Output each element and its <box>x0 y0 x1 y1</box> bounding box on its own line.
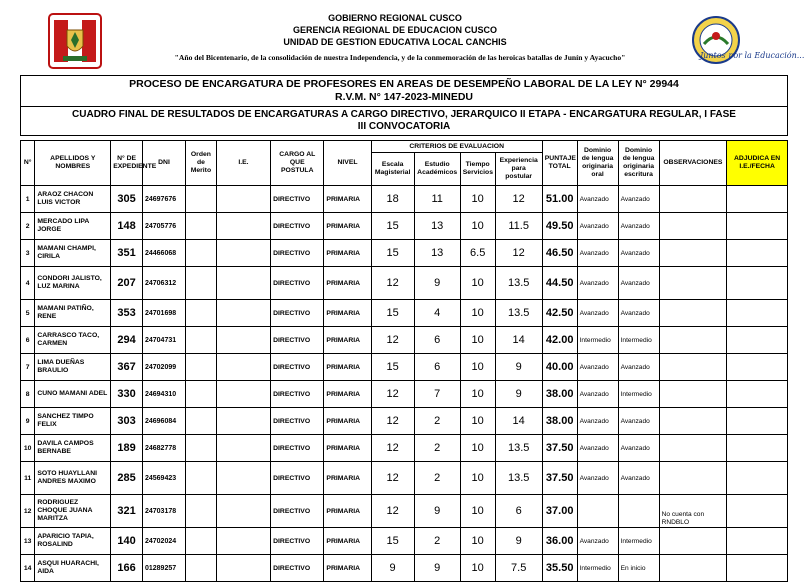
cell-exp: 367 <box>111 354 143 381</box>
cell-obs <box>659 555 727 582</box>
cell-oral: Avanzado <box>577 186 618 213</box>
cell-name: CONDORI JALISTO, LUZ MARINA <box>35 267 111 300</box>
cell-tiempo: 10 <box>460 267 495 300</box>
cell-total: 42.50 <box>542 300 577 327</box>
cell-oral: Avanzado <box>577 435 618 462</box>
cell-exp: 285 <box>111 462 143 495</box>
col-header-criterios: CRITERIOS DE EVALUACION <box>371 141 542 153</box>
cell-dni: 24696084 <box>142 408 185 435</box>
cell-exp-post: 6 <box>495 495 542 528</box>
cell-oral: Avanzado <box>577 240 618 267</box>
col-header-tiempo: Tiempo Servicios <box>460 153 495 186</box>
cell-name: RODRIGUEZ CHOQUE JUANA MARITZA <box>35 495 111 528</box>
cell-name: ASQUI HUARACHI, AIDA <box>35 555 111 582</box>
cell-escrita: Avanzado <box>618 300 659 327</box>
cell-orden <box>186 555 217 582</box>
cell-dni: 24701698 <box>142 300 185 327</box>
process-title-line-2: R.V.M. N° 147-2023-MINEDU <box>334 91 474 103</box>
cell-ie <box>216 240 270 267</box>
cell-estudio: 13 <box>414 213 460 240</box>
cell-nivel: PRIMARIA <box>324 528 371 555</box>
cell-obs <box>659 435 727 462</box>
col-header-n: N° <box>21 141 35 186</box>
cell-estudio: 13 <box>414 240 460 267</box>
process-title-line-1: PROCESO DE ENCARGATURA DE PROFESORES EN AREAS DE DESEMPEÑO LABORAL DE LA LEY N° 29944 <box>129 78 679 90</box>
cell-estudio: 7 <box>414 381 460 408</box>
cell-total: 42.00 <box>542 327 577 354</box>
col-header-observaciones: OBSERVACIONES <box>659 141 727 186</box>
cell-exp-post: 9 <box>495 381 542 408</box>
col-header-orden: Orden de Merito <box>186 141 217 186</box>
process-title <box>21 76 788 107</box>
cell-cargo: DIRECTIVO <box>271 186 324 213</box>
cell-obs <box>659 528 727 555</box>
table-row <box>21 327 788 354</box>
col-header-escala: Escala Magisterial <box>371 153 414 186</box>
results-title-line-2: III CONVOCATORIA <box>357 121 451 132</box>
cell-n: 10 <box>21 435 35 462</box>
cell-adj <box>727 555 788 582</box>
right-motto: Juntos por la Educación... <box>700 51 804 60</box>
cell-escala: 12 <box>371 462 414 495</box>
cell-n: 3 <box>21 240 35 267</box>
cell-tiempo: 10 <box>460 528 495 555</box>
cell-cargo: DIRECTIVO <box>271 555 324 582</box>
cell-estudio: 2 <box>414 408 460 435</box>
cell-orden <box>186 381 217 408</box>
cell-escala: 12 <box>371 327 414 354</box>
cell-nivel: PRIMARIA <box>324 300 371 327</box>
cell-n: 5 <box>21 300 35 327</box>
table-row <box>21 354 788 381</box>
cell-escrita: Avanzado <box>618 408 659 435</box>
cell-nivel: PRIMARIA <box>324 186 371 213</box>
cell-dni: 24702024 <box>142 528 185 555</box>
cell-oral: Avanzado <box>577 381 618 408</box>
cell-obs <box>659 462 727 495</box>
cell-adj <box>727 240 788 267</box>
cell-orden <box>186 495 217 528</box>
cell-n: 1 <box>21 186 35 213</box>
cell-tiempo: 10 <box>460 300 495 327</box>
cell-exp-post: 12 <box>495 240 542 267</box>
cell-escrita: Avanzado <box>618 186 659 213</box>
cell-n: 7 <box>21 354 35 381</box>
cell-nivel: PRIMARIA <box>324 381 371 408</box>
col-header-oral: Dominio de lengua originaria oral <box>577 141 618 186</box>
cell-cargo: DIRECTIVO <box>271 381 324 408</box>
cell-oral <box>577 495 618 528</box>
table-row <box>21 240 788 267</box>
cell-total: 38.00 <box>542 408 577 435</box>
cell-orden <box>186 354 217 381</box>
cell-escala: 15 <box>371 240 414 267</box>
table-row <box>21 186 788 213</box>
col-header-cargo: CARGO AL QUE POSTULA <box>271 141 324 186</box>
col-header-nivel: NIVEL <box>324 141 371 186</box>
cell-nivel: PRIMARIA <box>324 555 371 582</box>
cell-dni: 24703178 <box>142 495 185 528</box>
cell-exp: 148 <box>111 213 143 240</box>
col-header-puntaje: PUNTAJE TOTAL <box>542 141 577 186</box>
cell-total: 37.50 <box>542 462 577 495</box>
cell-name: ARAOZ CHACON LUIS VICTOR <box>35 186 111 213</box>
cell-total: 35.50 <box>542 555 577 582</box>
cell-name: CUNO MAMANI ADEL <box>35 381 111 408</box>
cell-adj <box>727 408 788 435</box>
cell-escrita: En inicio <box>618 555 659 582</box>
cell-escrita <box>618 495 659 528</box>
cell-escala: 12 <box>371 495 414 528</box>
cell-total: 44.50 <box>542 267 577 300</box>
cell-escala: 12 <box>371 435 414 462</box>
cell-ie <box>216 300 270 327</box>
table-row <box>21 408 788 435</box>
cell-cargo: DIRECTIVO <box>271 435 324 462</box>
cell-total: 40.00 <box>542 354 577 381</box>
table-row <box>21 381 788 408</box>
table-row <box>21 462 788 495</box>
cell-escrita: Intermedio <box>618 327 659 354</box>
cell-exp: 166 <box>111 555 143 582</box>
cell-ie <box>216 462 270 495</box>
header-line-3: UNIDAD DE GESTION EDUCATIVA LOCAL CANCHIS <box>283 37 507 47</box>
cell-exp: 140 <box>111 528 143 555</box>
cell-adj <box>727 462 788 495</box>
cell-oral: Avanzado <box>577 267 618 300</box>
cell-dni: 01289257 <box>142 555 185 582</box>
cell-exp-post: 9 <box>495 528 542 555</box>
cell-dni: 24682778 <box>142 435 185 462</box>
cell-tiempo: 10 <box>460 213 495 240</box>
cell-estudio: 2 <box>414 462 460 495</box>
cell-exp: 189 <box>111 435 143 462</box>
cell-exp-post: 13.5 <box>495 462 542 495</box>
cell-estudio: 9 <box>414 495 460 528</box>
cell-ie <box>216 267 270 300</box>
cell-orden <box>186 240 217 267</box>
cell-escrita: Avanzado <box>618 267 659 300</box>
cell-exp-post: 14 <box>495 408 542 435</box>
cell-exp: 321 <box>111 495 143 528</box>
cell-exp-post: 11.5 <box>495 213 542 240</box>
cell-obs <box>659 300 727 327</box>
cell-escrita: Avanzado <box>618 435 659 462</box>
cell-nivel: PRIMARIA <box>324 435 371 462</box>
cell-n: 12 <box>21 495 35 528</box>
cell-orden <box>186 267 217 300</box>
table-row <box>21 528 788 555</box>
cell-name: SANCHEZ TIMPO FELIX <box>35 408 111 435</box>
cell-dni: 24569423 <box>142 462 185 495</box>
cell-n: 11 <box>21 462 35 495</box>
table-row <box>21 435 788 462</box>
table-row <box>21 555 788 582</box>
cell-escala: 15 <box>371 300 414 327</box>
cell-dni: 24705776 <box>142 213 185 240</box>
cell-nivel: PRIMARIA <box>324 495 371 528</box>
cell-total: 38.00 <box>542 381 577 408</box>
cell-estudio: 2 <box>414 528 460 555</box>
cell-exp: 330 <box>111 381 143 408</box>
cell-exp: 305 <box>111 186 143 213</box>
cell-oral: Avanzado <box>577 462 618 495</box>
cell-orden <box>186 435 217 462</box>
cell-n: 13 <box>21 528 35 555</box>
cell-cargo: DIRECTIVO <box>271 267 324 300</box>
cell-escala: 18 <box>371 186 414 213</box>
cell-orden <box>186 213 217 240</box>
cell-escrita: Avanzado <box>618 213 659 240</box>
cell-escrita: Intermedio <box>618 528 659 555</box>
cell-oral: Intermedio <box>577 327 618 354</box>
cell-ie <box>216 327 270 354</box>
cell-name: MAMANI PATIÑO, RENE <box>35 300 111 327</box>
header-line-2: GERENCIA REGIONAL DE EDUCACION CUSCO <box>292 25 498 35</box>
cell-exp: 351 <box>111 240 143 267</box>
cell-n: 6 <box>21 327 35 354</box>
cell-dni: 24694310 <box>142 381 185 408</box>
cell-total: 51.00 <box>542 186 577 213</box>
cell-nivel: PRIMARIA <box>324 267 371 300</box>
col-header-names: APELLIDOS Y NOMBRES <box>35 141 111 186</box>
results-title <box>21 107 788 136</box>
cell-total: 37.00 <box>542 495 577 528</box>
cell-exp: 294 <box>111 327 143 354</box>
cell-escrita: Avanzado <box>618 462 659 495</box>
cell-ie <box>216 354 270 381</box>
document-header <box>0 0 803 75</box>
cell-adj <box>727 300 788 327</box>
cell-exp: 353 <box>111 300 143 327</box>
cell-ie <box>216 381 270 408</box>
cell-obs <box>659 381 727 408</box>
cell-tiempo: 10 <box>460 186 495 213</box>
cell-n: 8 <box>21 381 35 408</box>
cell-obs <box>659 240 727 267</box>
cell-orden <box>186 462 217 495</box>
cell-cargo: DIRECTIVO <box>271 354 324 381</box>
cell-estudio: 11 <box>414 186 460 213</box>
cell-name: SOTO HUAYLLANI ANDRES MAXIMO <box>35 462 111 495</box>
cell-obs <box>659 186 727 213</box>
cell-name: LIMA DUEÑAS BRAULIO <box>35 354 111 381</box>
cell-name: MERCADO LIPA JORGE <box>35 213 111 240</box>
cell-dni: 24704731 <box>142 327 185 354</box>
cell-oral: Avanzado <box>577 213 618 240</box>
cell-orden <box>186 186 217 213</box>
cell-cargo: DIRECTIVO <box>271 240 324 267</box>
cell-cargo: DIRECTIVO <box>271 213 324 240</box>
cell-exp-post: 13.5 <box>495 435 542 462</box>
cell-obs: No cuenta con RNDBLO <box>659 495 727 528</box>
cell-nivel: PRIMARIA <box>324 354 371 381</box>
cell-name: DAVILA CAMPOS BERNABE <box>35 435 111 462</box>
cell-total: 49.50 <box>542 213 577 240</box>
cell-adj <box>727 267 788 300</box>
cell-dni: 24706312 <box>142 267 185 300</box>
col-header-dni: DNI <box>142 141 185 186</box>
cell-ie <box>216 435 270 462</box>
cell-ie <box>216 408 270 435</box>
cell-n: 14 <box>21 555 35 582</box>
cell-nivel: PRIMARIA <box>324 213 371 240</box>
col-header-adjudica: ADJUDICA EN I.E./FECHA <box>727 141 788 186</box>
year-motto: "Año del Bicentenario, de la consolidación de nuestra Independencia, y de la conmemoración de las heroicas batallas de Junín y Ayacucho" <box>174 53 626 62</box>
col-header-expediente: N° DE EXPEDIENTE <box>111 141 143 186</box>
cell-cargo: DIRECTIVO <box>271 495 324 528</box>
cell-escrita: Avanzado <box>618 240 659 267</box>
table-row <box>21 267 788 300</box>
cell-adj <box>727 354 788 381</box>
cell-adj <box>727 186 788 213</box>
cell-adj <box>727 495 788 528</box>
cell-orden <box>186 408 217 435</box>
cell-obs <box>659 354 727 381</box>
cell-tiempo: 6.5 <box>460 240 495 267</box>
cell-total: 46.50 <box>542 240 577 267</box>
cell-exp-post: 14 <box>495 327 542 354</box>
col-header-escrita: Dominio de lengua originaria escritura <box>618 141 659 186</box>
cell-cargo: DIRECTIVO <box>271 408 324 435</box>
cell-escala: 12 <box>371 408 414 435</box>
cell-cargo: DIRECTIVO <box>271 462 324 495</box>
ugel-logo <box>688 14 744 70</box>
cell-escrita: Avanzado <box>618 354 659 381</box>
cell-estudio: 2 <box>414 435 460 462</box>
cell-orden <box>186 327 217 354</box>
cell-tiempo: 10 <box>460 462 495 495</box>
cell-ie <box>216 528 270 555</box>
cell-n: 2 <box>21 213 35 240</box>
cell-tiempo: 10 <box>460 408 495 435</box>
cell-exp-post: 13.5 <box>495 300 542 327</box>
cell-obs <box>659 327 727 354</box>
cell-exp-post: 13.5 <box>495 267 542 300</box>
cell-adj <box>727 213 788 240</box>
cell-estudio: 4 <box>414 300 460 327</box>
cell-nivel: PRIMARIA <box>324 408 371 435</box>
table-row <box>21 300 788 327</box>
cell-escala: 15 <box>371 213 414 240</box>
cell-escala: 15 <box>371 354 414 381</box>
regional-government-logo <box>45 12 105 70</box>
cell-ie <box>216 495 270 528</box>
cell-oral: Avanzado <box>577 354 618 381</box>
cell-dni: 24702099 <box>142 354 185 381</box>
cell-escrita: Intermedio <box>618 381 659 408</box>
cell-adj <box>727 435 788 462</box>
cell-escala: 15 <box>371 528 414 555</box>
cell-escala: 12 <box>371 381 414 408</box>
cell-exp-post: 7.5 <box>495 555 542 582</box>
cell-cargo: DIRECTIVO <box>271 528 324 555</box>
cell-estudio: 9 <box>414 555 460 582</box>
table-row <box>21 495 788 528</box>
cell-ie <box>216 186 270 213</box>
cell-cargo: DIRECTIVO <box>271 300 324 327</box>
cell-cargo: DIRECTIVO <box>271 327 324 354</box>
cell-tiempo: 10 <box>460 435 495 462</box>
cell-total: 37.50 <box>542 435 577 462</box>
cell-exp: 303 <box>111 408 143 435</box>
cell-oral: Avanzado <box>577 300 618 327</box>
cell-name: APARICIO TAPIA, ROSALIND <box>35 528 111 555</box>
cell-estudio: 6 <box>414 327 460 354</box>
cell-exp-post: 12 <box>495 186 542 213</box>
cell-total: 36.00 <box>542 528 577 555</box>
col-header-ie: I.E. <box>216 141 270 186</box>
cell-estudio: 9 <box>414 267 460 300</box>
col-header-experiencia: Experiencia para postular <box>495 153 542 186</box>
cell-name: MAMANI CHAMPI, CIRILA <box>35 240 111 267</box>
col-header-estudio: Estudio Académicos <box>414 153 460 186</box>
cell-oral: Avanzado <box>577 408 618 435</box>
cell-exp-post: 9 <box>495 354 542 381</box>
cell-estudio: 6 <box>414 354 460 381</box>
cell-tiempo: 10 <box>460 495 495 528</box>
cell-exp: 207 <box>111 267 143 300</box>
cell-dni: 24697676 <box>142 186 185 213</box>
cell-oral: Intermedio <box>577 555 618 582</box>
cell-oral: Avanzado <box>577 528 618 555</box>
cell-escala: 12 <box>371 267 414 300</box>
cell-obs <box>659 408 727 435</box>
cell-adj <box>727 528 788 555</box>
cell-orden <box>186 528 217 555</box>
cell-nivel: PRIMARIA <box>324 462 371 495</box>
cell-dni: 24466068 <box>142 240 185 267</box>
cell-n: 9 <box>21 408 35 435</box>
table-row <box>21 213 788 240</box>
cell-nivel: PRIMARIA <box>324 240 371 267</box>
results-table <box>20 75 788 582</box>
cell-escala: 9 <box>371 555 414 582</box>
cell-ie <box>216 213 270 240</box>
cell-adj <box>727 381 788 408</box>
cell-tiempo: 10 <box>460 354 495 381</box>
cell-n: 4 <box>21 267 35 300</box>
cell-name: CARRASCO TACO, CARMEN <box>35 327 111 354</box>
cell-ie <box>216 555 270 582</box>
cell-nivel: PRIMARIA <box>324 327 371 354</box>
cell-tiempo: 10 <box>460 555 495 582</box>
cell-obs <box>659 213 727 240</box>
header-line-1: GOBIERNO REGIONAL CUSCO <box>328 13 462 23</box>
cell-obs <box>659 267 727 300</box>
cell-adj <box>727 327 788 354</box>
cell-tiempo: 10 <box>460 381 495 408</box>
results-title-line-1: CUADRO FINAL DE RESULTADOS DE ENCARGATURAS A CARGO DIRECTIVO, JERARQUICO II ETAPA - ENCARGATURA REGULAR, I FASE <box>72 109 736 120</box>
cell-tiempo: 10 <box>460 327 495 354</box>
cell-orden <box>186 300 217 327</box>
